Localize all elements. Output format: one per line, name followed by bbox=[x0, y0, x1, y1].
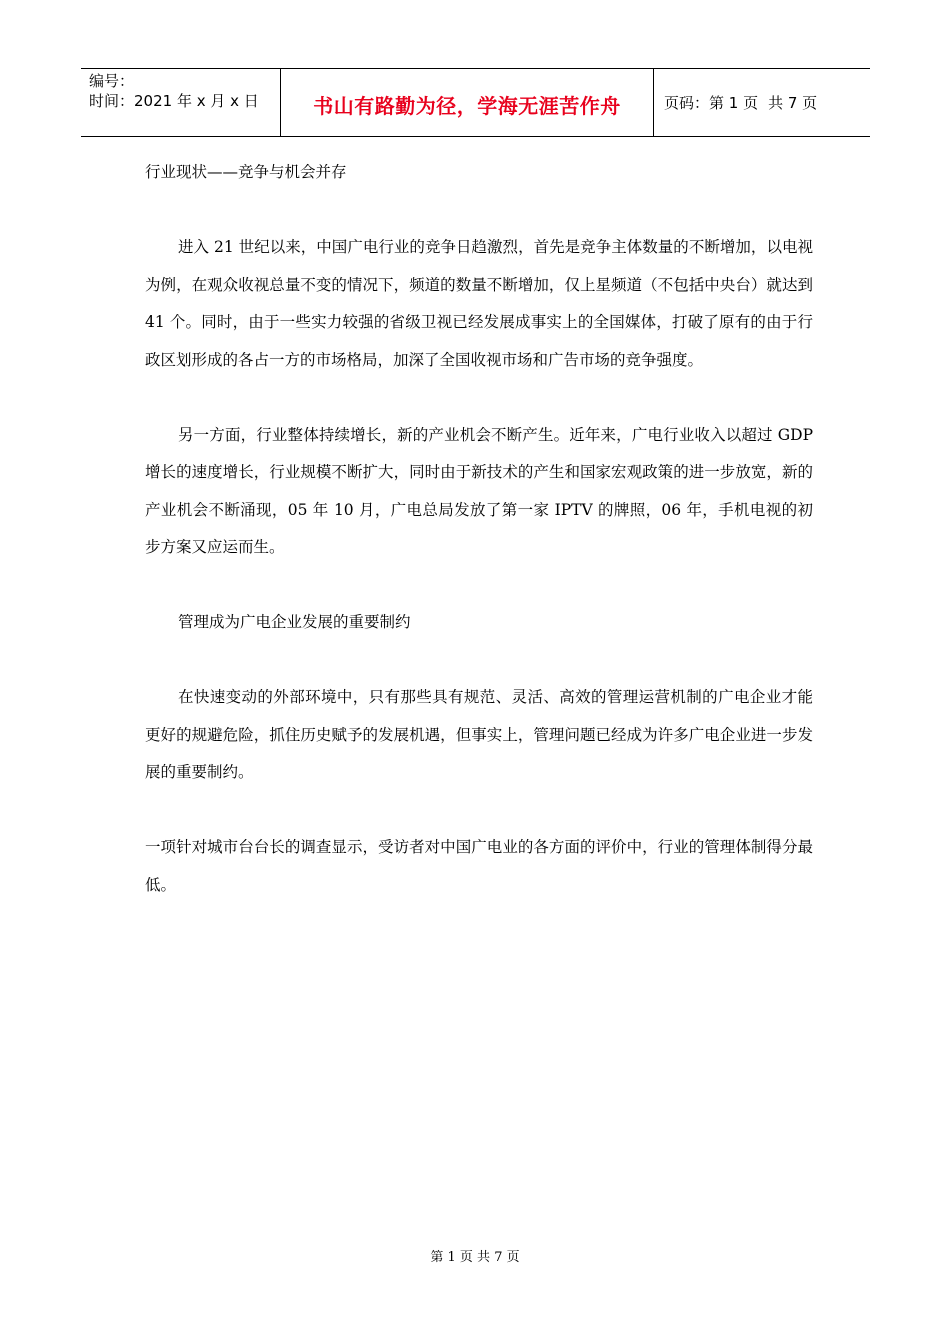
page-footer: 第 1 页 共 7 页 bbox=[430, 1250, 520, 1265]
section-heading-management: 管理成为广电企业发展的重要制约 bbox=[178, 613, 411, 631]
section-heading-industry-status: 行业现状——竞争与机会并存 bbox=[145, 163, 347, 181]
document-body bbox=[145, 154, 813, 904]
document-date-label: 时间：2021 年 x 月 x 日 bbox=[89, 92, 259, 110]
document-number-label: 编号： bbox=[89, 72, 135, 90]
header-page-cell bbox=[654, 69, 870, 136]
header-page-number: 页码：第 1 页 bbox=[664, 94, 759, 112]
paragraph-survey: 一项针对城市台台长的调查显示，受访者对中国广电业的各方面的评价中，行业的管理体制得分最低。 bbox=[145, 838, 813, 894]
motto-text: 书山有路勤为径，学海无涯苦作舟 bbox=[313, 94, 621, 118]
header-page-total: 共 7 页 bbox=[768, 94, 818, 112]
paragraph-competition: 进入 21 世纪以来，中国广电行业的竞争日趋激烈，首先是竞争主体数量的不断增加，以电视为例，在观众收视总量不变的情况下，频道的数量不断增加，仅上星频道（不包括中央台）就达到 41 个。同时，由于一些实力较强的省级卫视已经发展成事实上的全国媒体，打破了原有的由于行政区划形成的各占一方的市场格局，加深了全国收视市场和广告市场的竞争强度。 bbox=[145, 238, 813, 369]
header-info-cell bbox=[81, 69, 281, 136]
header-table bbox=[81, 68, 870, 137]
paragraph-growth: 另一方面，行业整体持续增长，新的产业机会不断产生。近年来，广电行业收入以超过 GDP 增长的速度增长，行业规模不断扩大，同时由于新技术的产生和国家宏观政策的进一步放宽，新的产业机会不断涌现，05 年 10 月，广电总局发放了第一家 IPTV 的牌照，06 年，手机电视的初步方案又应运而生。 bbox=[145, 425, 813, 556]
paragraph-management: 在快速变动的外部环境中，只有那些具有规范、灵活、高效的管理运营机制的广电企业才能更好的规避危险，抓住历史赋予的发展机遇，但事实上，管理问题已经成为许多广电企业进一步发展的重要制约。 bbox=[145, 688, 813, 781]
header-motto-cell bbox=[281, 69, 654, 136]
